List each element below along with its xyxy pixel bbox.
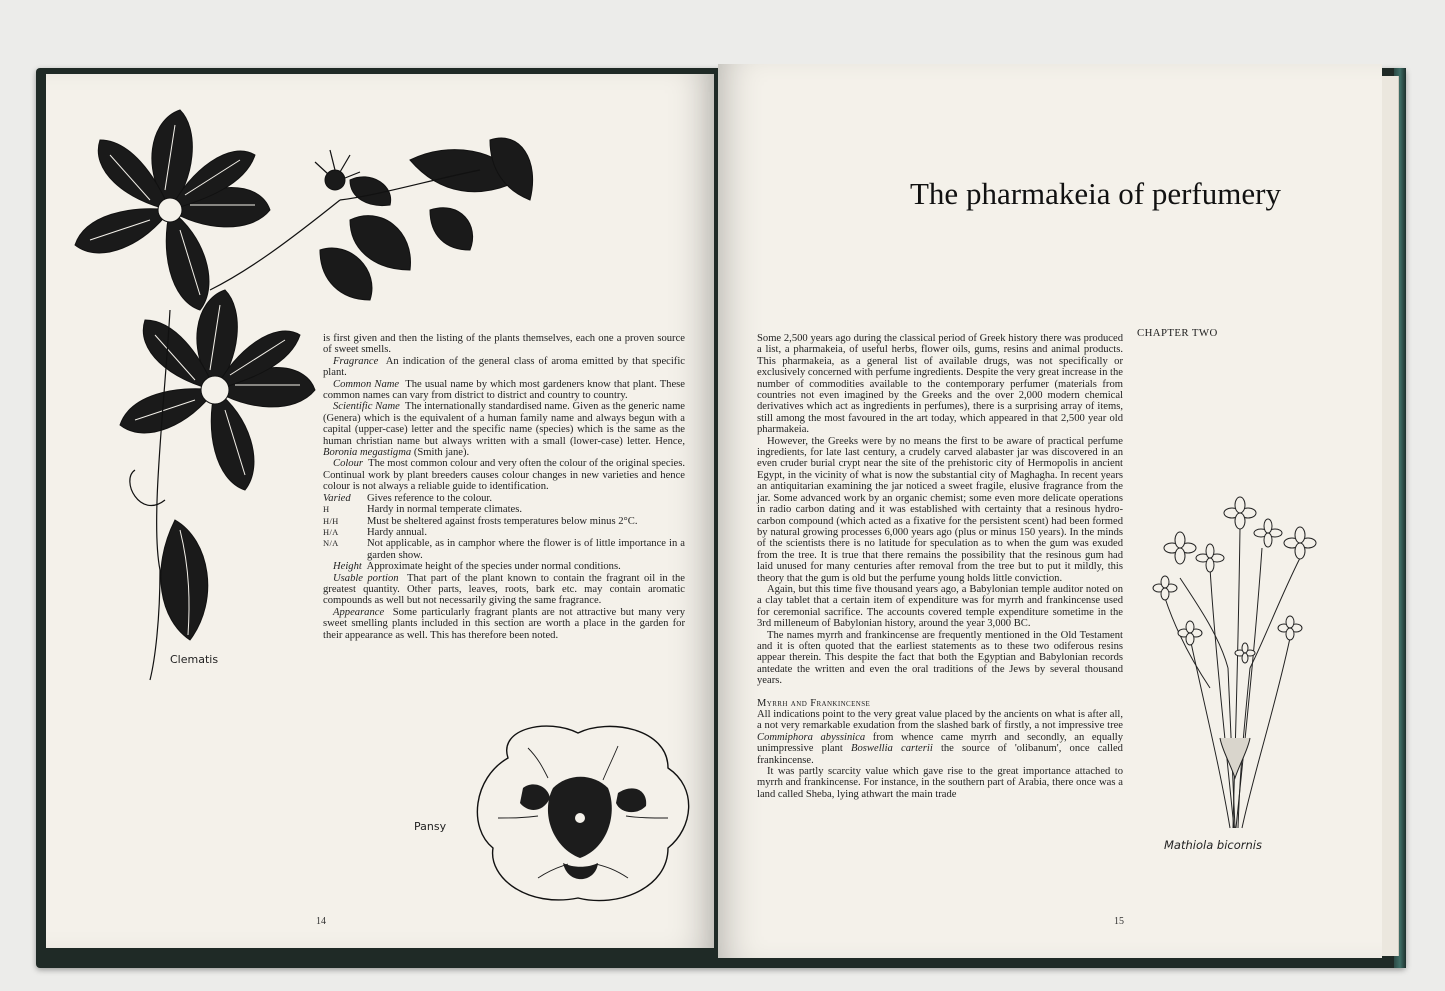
common-name-entry	[323, 379, 685, 402]
section-p1-e: the source of 'olibanum', once called frankincense.	[757, 743, 1123, 766]
intro-paragraph: is first given and then the listing of the plants themselves, each one a proven source of sweet smells.	[323, 333, 685, 356]
usable-portion-text: That part of the plant known to contain the fragrant oil in the greatest quantity. Other parts, leaves, roots, bark etc. may contain aromatic compounds as well but not necessarily giving the same fragrance.	[323, 572, 685, 607]
usable-portion-entry	[323, 573, 685, 607]
code-ha: H/A	[323, 526, 339, 537]
paragraph-1: Some 2,500 years ago during the classical period of Greek history there was produced a list, a pharmakeia, of useful herbs, flower oils, gums, resins and animal products. This pharmakeia, as a general list of available drugs, was not specifically or exclusively concerned with perfume ingredients. Despite the very great increase in the number of commodities available to the contemporary perfumer (materials from countries not even imagined by the Greeks and the over 2,000 modern chemical derivatives which act as ingredients in perfumes), there is a surprising array of items, still among the most favoured in the art today, which appeared in that 2,500 year old pharmakeia.	[757, 333, 1123, 436]
usable-portion-label: Usable portion	[333, 572, 399, 584]
appearance-entry	[323, 607, 685, 641]
mathiola-illustration	[1150, 488, 1320, 833]
chapter-label: CHAPTER TWO	[1137, 327, 1218, 339]
scientific-name-text-end: (Smith jane).	[413, 447, 470, 459]
height-label: Height	[333, 561, 362, 573]
fragrance-entry	[323, 356, 685, 379]
code-ha-text: Hardy annual.	[367, 526, 428, 538]
section-paragraph-1	[757, 709, 1123, 766]
common-name-label: Common Name	[333, 378, 400, 390]
right-page-number: 15	[1114, 916, 1124, 927]
colour-text: The most common colour and very often the colour of the original species. Continual work by plant breeders causes colour changes in new varieties and hence colour is not always a reliable guide to identification.	[323, 458, 685, 493]
scientific-name-example: Boronia megastigma	[323, 447, 412, 459]
left-page-number: 14	[316, 916, 326, 927]
paragraph-3: Again, but this time five thousand years ago, a Babylonian temple auditor noted on a clay tablet that a certain item of expenditure was for myrrh and frankincense used for ceremonial sacrifice. The accounts covered temple expenditure sometime in the 3rd milleneum of Babylonian history, around the year 3,000 BC.	[757, 583, 1123, 630]
code-na-text: Not applicable, as in camphor where the flower is of little importance in a garden show.	[367, 538, 685, 561]
paragraph-4: The names myrrh and frankincense are frequently mentioned in the Old Testament and it is often quoted that the earliest statements as to these two odiferous resins appear therein. This despite the fact that both the Egyptian and Babylonian records antedate the written and even the oral traditions of the Jews by several thousand years.	[757, 629, 1123, 687]
code-row	[323, 504, 685, 515]
code-row	[323, 538, 685, 561]
chapter-title: The pharmakeia of perfumery	[910, 176, 1281, 211]
section-paragraph-2: It was partly scarcity value which gave rise to the great importance attached to myrrh and frankincense. For instance, in the southern part of Arabia, there once was a land called Sheba, lying athwart the main trade	[757, 766, 1123, 800]
code-na: N/A	[323, 538, 339, 549]
colour-label: Colour	[333, 458, 364, 470]
scientific-name-text: The internationally standardised name. Given as the generic name (Genera) which is the equivalent of a human family name and always begun with a capital (upper-case) letter and the specific name (species) which is the same as the human christian name but always written with a small (lower-case) letter. Hence,	[323, 401, 686, 447]
varied-text: Gives reference to the colour.	[367, 492, 493, 504]
common-name-text: The usual name by which most gardeners know that plant. These common names can vary from district to district and country to country.	[323, 378, 686, 402]
species-boswellia: Boswellia carterii	[851, 743, 933, 755]
code-hh: H/H	[323, 515, 339, 526]
mathiola-caption: Mathiola bicornis	[1164, 838, 1262, 852]
code-row	[323, 527, 685, 538]
clematis-caption: Clematis	[170, 653, 219, 666]
scientific-name-label: Scientific Name	[333, 401, 400, 413]
appearance-label: Appearance	[333, 606, 385, 618]
code-row	[323, 516, 685, 527]
height-entry	[323, 561, 685, 572]
fragrance-label: Fragrance	[333, 355, 379, 367]
paragraph-2: However, the Greeks were by no means the first to be aware of practical perfume ingredients, for late last century, a crudely carved alabaster jar was discovered in an even cruder burial crypt near the site of the prehistoric city of Hermopolis in ancient Egypt, in the vicinity of what is now the substantial city of Maghagha. In recent years an antiquitarian examining the jar noticed a sweet fragile, elusive fragrance from the jar. Some advanced work by an organic chemist; some even more delicate operations in radio carbon dating and it was established with certainty that a resinous hydro-carbon compound (which acted as a fixative for the persistent scent) had been formed by natural growing processes 6,000 years ago (plus or minus 150 years). In the minds of the scientists there is no latitude for speculation as to when the gum was exuded from the tree. It is true that there remains the possibility that the resinous gum had laid unused for many centuries after removal from the tree but to put it mildly, this theory that the gum is old but the perfume young holds little conviction.	[757, 435, 1123, 584]
pansy-caption: Pansy	[414, 820, 447, 833]
left-page-text	[323, 333, 685, 641]
code-h: H	[323, 504, 330, 515]
right-page-text	[757, 333, 1123, 800]
appearance-text: Some particularly fragrant plants are not attractive but many very sweet smelling plants included in this section are worth a place in the garden for their appearance as well. This has therefore been noted.	[323, 606, 685, 641]
varied-entry	[323, 493, 685, 504]
fragrance-text: An indication of the general class of aroma emitted by that specific plant.	[323, 355, 685, 379]
section-heading: Myrrh and Frankincense	[757, 697, 871, 709]
section-p1-c: from whence came myrrh and secondly, an equally unimpressive plant	[757, 731, 1124, 755]
section-p1-a: All indications point to the very great value placed by the ancients on what is after all, a not very remarkable exudation from the slashed bark of firstly, a not impressive tree	[757, 709, 1123, 732]
code-h-text: Hardy in normal temperate climates.	[367, 504, 523, 516]
pansy-illustration	[468, 718, 698, 908]
height-text: Approximate height of the species under normal conditions.	[366, 561, 621, 573]
species-commiphora: Commiphora abyssinica	[757, 731, 866, 743]
colour-entry	[323, 458, 685, 492]
varied-label: Varied	[323, 492, 351, 504]
scientific-name-entry	[323, 401, 685, 458]
code-hh-text: Must be sheltered against frosts temperatures below minus 2°C.	[367, 515, 638, 527]
